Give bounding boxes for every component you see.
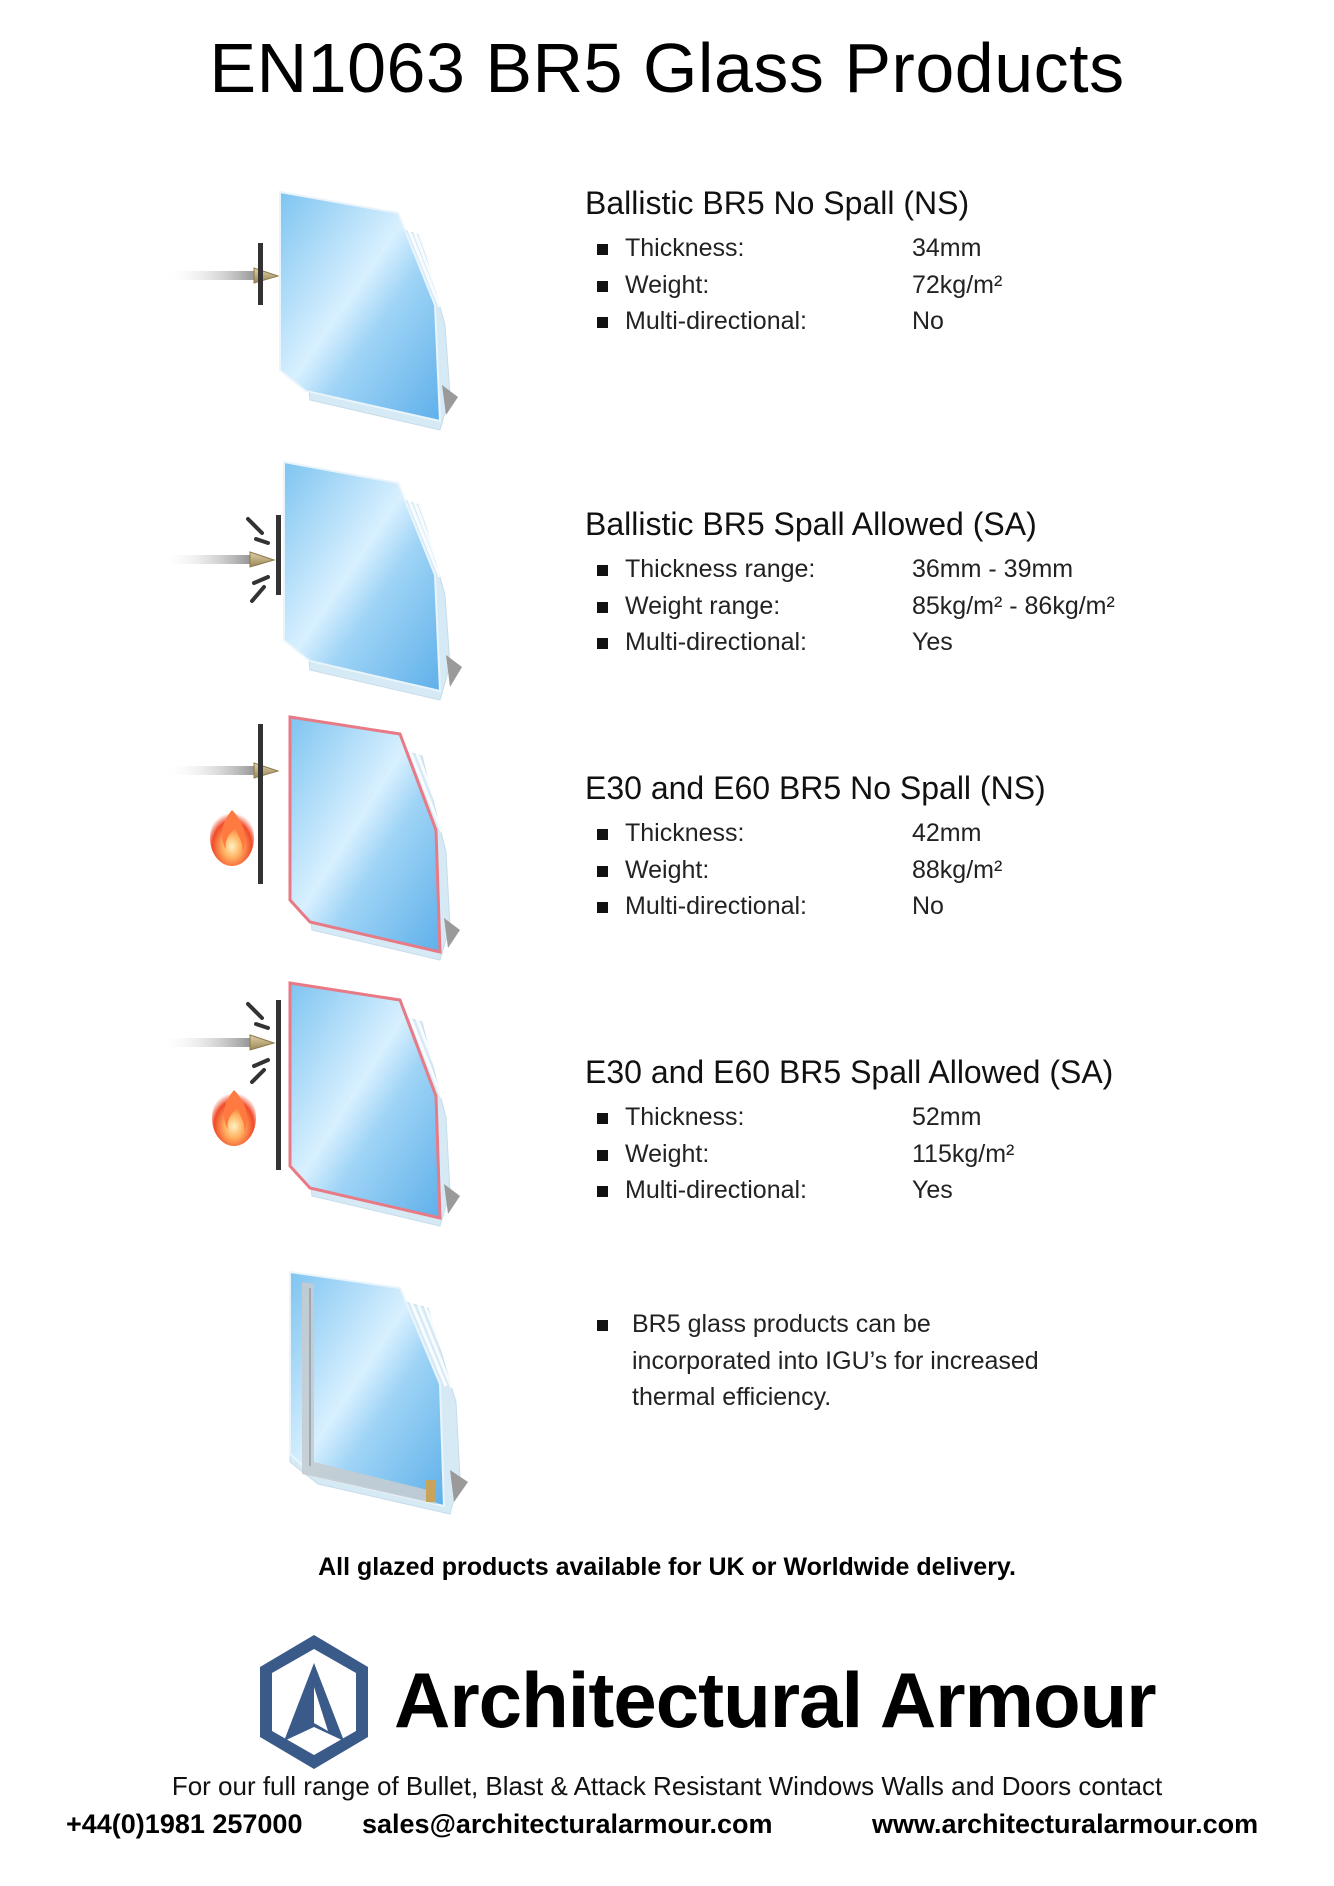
product-title: Ballistic BR5 Spall Allowed (SA) xyxy=(585,506,1037,542)
bullet-icon xyxy=(597,565,608,576)
spec-label: Multi-directional: xyxy=(625,1176,808,1204)
product-info xyxy=(585,506,1305,661)
glass-illustration xyxy=(150,978,490,1238)
bullet-icon xyxy=(597,902,608,913)
bullet-icon xyxy=(597,1113,608,1124)
product-info xyxy=(585,770,1305,925)
contact-footer xyxy=(0,1809,1334,1849)
phone-number: +44(0)1981 257000 xyxy=(66,1809,303,1839)
spec-value: 36mm - 39mm xyxy=(912,555,1074,583)
bullet-icon xyxy=(597,1186,608,1197)
spec-label: Weight range: xyxy=(625,591,781,620)
product-ballistic-ns xyxy=(0,185,1334,445)
spec-label: Multi-directional: xyxy=(625,628,808,656)
spec-row xyxy=(585,815,1305,852)
spec-row xyxy=(585,230,1305,267)
spec-row xyxy=(585,1099,1305,1136)
product-info xyxy=(585,185,1305,340)
glass-illustration xyxy=(150,712,490,972)
spec-label: Weight: xyxy=(625,270,710,299)
spec-row xyxy=(585,588,1305,625)
bullet-icon xyxy=(597,1320,608,1331)
bullet-icon xyxy=(160,1035,274,1050)
product-title: Ballistic BR5 No Spall (NS) xyxy=(585,185,970,221)
spec-value: 52mm xyxy=(912,1103,982,1131)
bullet-icon xyxy=(597,281,608,292)
impact-plate xyxy=(276,1000,281,1170)
spec-label: Thickness range: xyxy=(625,555,816,583)
flame-icon xyxy=(212,1090,256,1146)
spec-row xyxy=(585,1172,1305,1209)
product-ballistic-sa xyxy=(0,455,1334,715)
spec-row xyxy=(585,1136,1305,1173)
spec-value: 88kg/m² xyxy=(912,855,1003,884)
impact-plate xyxy=(258,243,263,305)
contact-line: For our full range of Bullet, Blast & Attack Resistant Windows Walls and Doors contact xyxy=(171,1771,1163,1801)
bullet-icon xyxy=(597,638,608,649)
igu-illustration xyxy=(150,1262,490,1522)
spec-label: Thickness: xyxy=(625,1103,745,1131)
impact-plate xyxy=(258,724,263,884)
brand-logo-icon xyxy=(258,1633,370,1771)
product-title: E30 and E60 BR5 Spall Allowed (SA) xyxy=(585,1054,1114,1090)
spec-row xyxy=(585,551,1305,588)
spec-row xyxy=(585,888,1305,925)
flame-icon xyxy=(210,810,254,866)
spec-value: 34mm xyxy=(912,234,982,262)
spec-row xyxy=(585,303,1305,340)
glass-illustration xyxy=(150,185,490,445)
spec-value: No xyxy=(912,892,944,920)
product-info xyxy=(585,1054,1305,1209)
product-title: E30 and E60 BR5 No Spall (NS) xyxy=(585,770,1046,806)
spec-row xyxy=(585,267,1305,304)
bullet-icon xyxy=(597,866,608,877)
spec-label: Weight: xyxy=(625,1139,710,1168)
spec-row xyxy=(585,624,1305,661)
page-title: EN1063 BR5 Glass Products xyxy=(209,29,1125,107)
bullet-icon xyxy=(597,1150,608,1161)
email-link[interactable]: sales@architecturalarmour.com xyxy=(362,1809,773,1839)
bullet-icon xyxy=(597,244,608,255)
impact-plate xyxy=(276,515,281,595)
spec-value: 85kg/m² - 86kg/m² xyxy=(912,591,1115,620)
brand-name: Architectural Armour xyxy=(394,1656,1156,1744)
bullet-icon xyxy=(597,602,608,613)
brand xyxy=(258,1633,1156,1783)
spec-label: Weight: xyxy=(625,855,710,884)
igu-note-text: BR5 glass products can be incorporated into IGU’s for increased thermal efficiency. xyxy=(632,1310,1039,1411)
bullet-icon xyxy=(597,317,608,328)
spec-row xyxy=(585,852,1305,889)
spec-value: Yes xyxy=(912,1176,953,1204)
spec-value: Yes xyxy=(912,628,953,656)
glass-illustration xyxy=(150,455,490,715)
spec-label: Multi-directional: xyxy=(625,892,808,920)
bullet-icon xyxy=(597,829,608,840)
spec-label: Thickness: xyxy=(625,234,745,262)
spec-value: No xyxy=(912,307,944,335)
delivery-note: All glazed products available for UK or Worldwide delivery. xyxy=(318,1553,1016,1581)
product-fire-sa xyxy=(0,978,1334,1238)
product-fire-ns xyxy=(0,712,1334,972)
spec-label: Thickness: xyxy=(625,819,745,847)
website-link[interactable]: www.architecturalarmour.com xyxy=(872,1809,1259,1839)
bullet-icon xyxy=(160,552,274,567)
spec-value: 42mm xyxy=(912,819,982,847)
spec-label: Multi-directional: xyxy=(625,307,808,335)
spec-value: 115kg/m² xyxy=(912,1139,1015,1168)
spec-value: 72kg/m² xyxy=(912,270,1003,299)
